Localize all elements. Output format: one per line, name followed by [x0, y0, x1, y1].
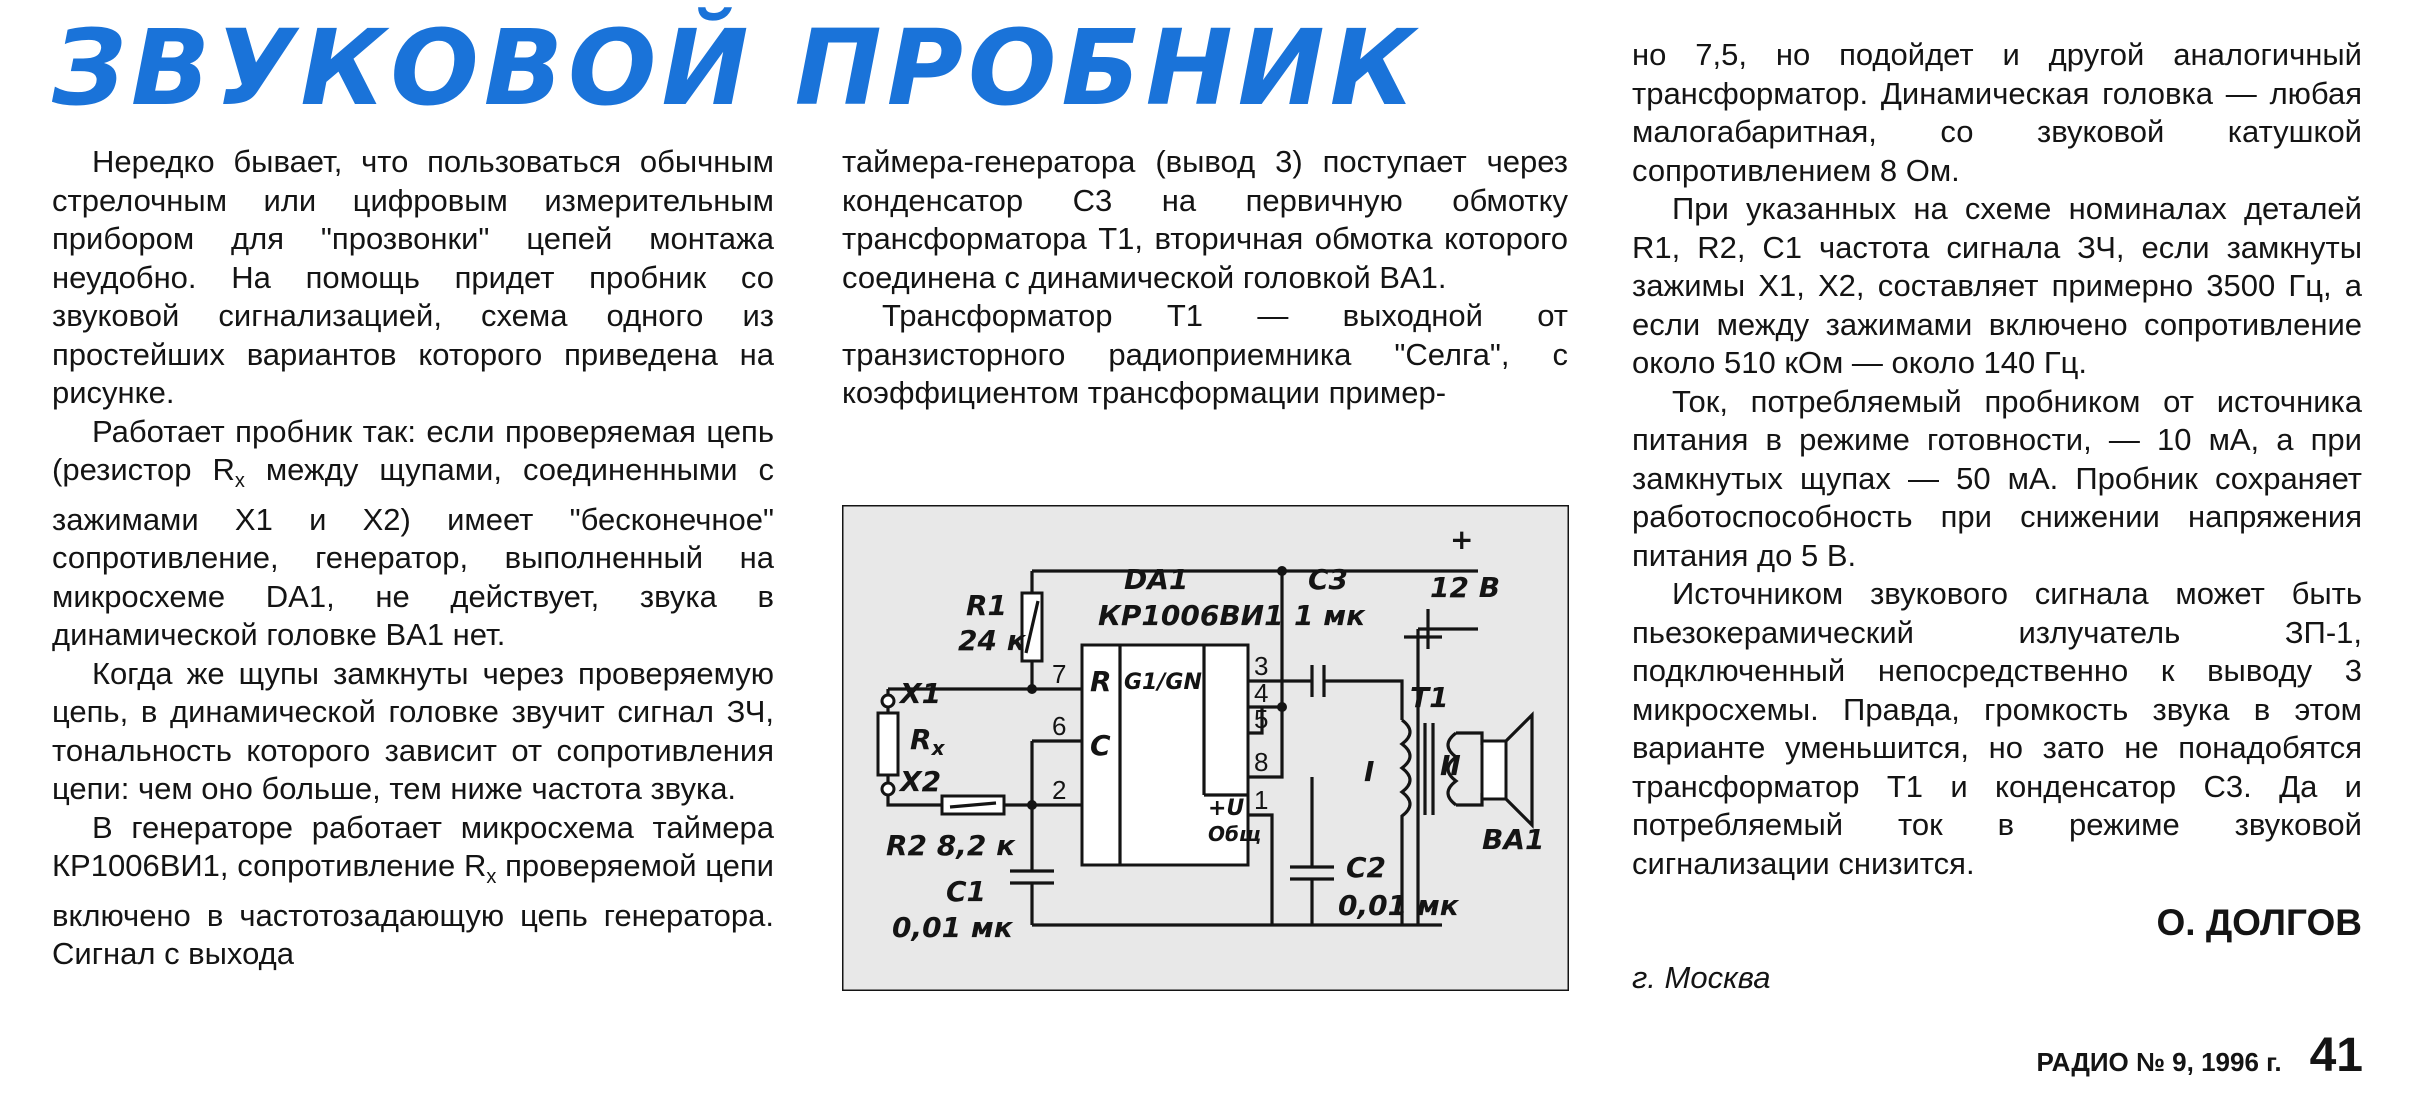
- pin-1: 1: [1254, 785, 1269, 815]
- winding-2-label: II: [1440, 749, 1461, 782]
- winding-1-label: I: [1364, 755, 1375, 788]
- paragraph: но 7,5, но подойдет и другой аналогичный трансформатор. Динамическая головка — любая малогабаритная, со звуковой катушкой сопротивлением 8 Ом.: [1632, 37, 2362, 188]
- rx-resistor: [878, 713, 898, 775]
- circuit-schematic: [842, 505, 1569, 991]
- pin-8: 8: [1254, 747, 1269, 777]
- pin-7: 7: [1052, 659, 1067, 689]
- page-footer: [2037, 1028, 2363, 1083]
- c2-value: 0,01 мк: [1338, 889, 1459, 922]
- rx-label: $R_x$: [910, 723, 945, 760]
- paragraph: В генераторе работает микросхема таймера КР1006ВИ1, сопротивление $R_x$ проверяемой цепи включено в частотозадающую цепь генератора. Сигнал с выхода: [52, 809, 774, 972]
- paragraph: При указанных на схеме номиналах деталей R1, R2, C1 частота сигнала ЗЧ, если замкнуты зажимы X1, X2, составляет примерно 3500 Гц, а если между зажимами включено сопротивление около 510 кОм — около 140 Гц.: [1632, 191, 2362, 380]
- ic-r-label: R: [1090, 665, 1112, 698]
- x1-label: X1: [900, 677, 942, 710]
- pin-3: 3: [1254, 651, 1269, 681]
- pin-6: 6: [1052, 711, 1067, 741]
- text-column-2: [842, 143, 1568, 413]
- paragraph: Ток, потребляемый пробником от источника питания в режиме готовности, — 10 мА, а при замкнутых щупах — 50 мА. Пробник сохраняет работоспособность при снижении напряжения питания до 5 В.: [1632, 383, 2362, 573]
- paragraph: таймера-генератора (вывод 3) поступает через конденсатор C3 на первичную обмотку трансформатора T1, вторичная обмотка которого соединена с динамической головкой BA1.: [842, 144, 1568, 295]
- text-column-1: [52, 143, 774, 974]
- c3-label: C3: [1308, 563, 1349, 596]
- c3-value: 1 мк: [1294, 599, 1366, 632]
- c1-label: C1: [946, 875, 987, 908]
- paragraph: Работает пробник так: если проверяемая цепь (резистор $R_x$ между щупами, соединенными с зажимами X1 и X2) имеет "бесконечное" сопротивление, генератор, выполненный на микросхеме DA1, не действует, звука в динамической головке BA1 нет.: [52, 413, 774, 653]
- paragraph: Нередко бывает, что пользоваться обычным стрелочным или цифровым измерительным прибором для "прозвонки" цепей монтажа неудобно. На помощь придет пробник со звуковой сигнализацией, схема одного из простейших вариантов которого приведена на рисунке.: [52, 144, 774, 410]
- x1-terminal: [882, 695, 894, 707]
- paragraph: Трансформатор T1 — выходной от транзисторного радиоприемника "Селга", с коэффициентом трансформации пример-: [842, 298, 1568, 410]
- x2-terminal: [882, 783, 894, 795]
- t1-label: T1: [1410, 681, 1449, 714]
- speaker-ba1: [1482, 741, 1506, 799]
- c2-label: C2: [1346, 851, 1387, 884]
- da1-type: КР1006ВИ1: [1098, 599, 1284, 632]
- supply-plus: +: [1450, 523, 1474, 556]
- magazine-issue: РАДИО № 9, 1996 г.: [2036, 1047, 2282, 1077]
- ic-gen-label: G1/GN: [1124, 670, 1202, 695]
- author-city: г. Москва: [1632, 960, 1771, 995]
- paragraph: Источником звукового сигнала может быть пьезокерамический излучатель ЗП-1, подключенный непосредственно к выводу 3 микросхемы. Правда, громкость звука в этом варианте уменьшится, но зато не понадобятся трансформатор T1 и конденсатор C3. Да и потребляемый ток в режиме звуковой сигнализации снизится.: [1632, 576, 2362, 881]
- pin-5: 5: [1254, 704, 1269, 734]
- ic-com-label: Общ: [1208, 822, 1262, 846]
- r2-label: R2 8,2 к: [886, 829, 1016, 862]
- page-number: 41: [2309, 1029, 2363, 1082]
- author-name: О. ДОЛГОВ: [2156, 902, 2362, 943]
- supply-voltage: 12 В: [1430, 571, 1501, 604]
- c1-value: 0,01 мк: [892, 911, 1013, 944]
- article-title: ЗВУКОВОЙ ПРОБНИК: [52, 7, 1420, 129]
- r1-label: R1: [966, 589, 1008, 622]
- paragraph: Когда же щупы замкнуты через проверяемую цепь, в динамической головке звучит сигнал ЗЧ, тональность которого зависит от сопротивления цепи: чем оно больше, тем ниже частота звука.: [52, 655, 774, 807]
- x2-label: X2: [900, 765, 942, 798]
- ba1-label: BA1: [1482, 823, 1545, 856]
- r1-value: 24 к: [958, 624, 1026, 657]
- text-column-3: [1632, 36, 2362, 883]
- pin-4: 4: [1254, 678, 1269, 708]
- ic-u-label: +U: [1208, 796, 1245, 821]
- pin-2: 2: [1052, 775, 1067, 805]
- ic-c-label: C: [1090, 729, 1111, 762]
- da1-label: DA1: [1124, 563, 1189, 596]
